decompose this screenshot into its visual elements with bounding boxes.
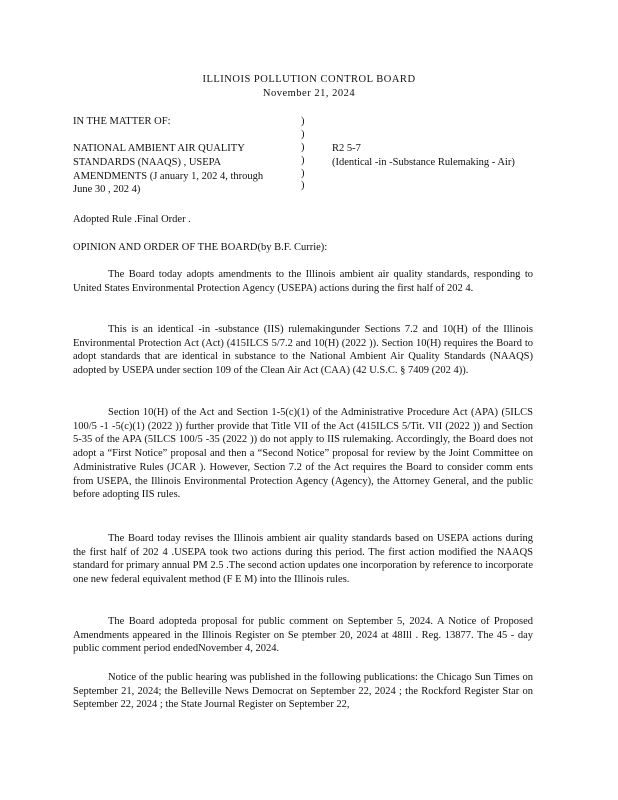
caption-paren: ) bbox=[301, 154, 305, 166]
paragraph-6: Notice of the public hearing was published in the following publications: the Chicago Sun Times on September 21, 2024; the Belleville News Democrat on September 22, 2024 ; the Rockford Register Star on September 22, 2024 ; the State Journal Register on September 22, bbox=[73, 672, 533, 711]
caption-line-3: AMENDMENTS (J anuary 1, 202 4, through bbox=[73, 171, 264, 182]
caption-parentheses bbox=[301, 115, 305, 192]
document-date: November 21, 2024 bbox=[262, 88, 356, 99]
caption-line-1: NATIONAL AMBIENT AIR QUALITY bbox=[73, 143, 245, 154]
adopted-rule-line: Adopted Rule .Final Order . bbox=[73, 214, 191, 225]
caption-paren: ) bbox=[301, 116, 305, 127]
caption-paren: ) bbox=[301, 180, 305, 192]
paragraph-1: The Board today adopts amendments to the Illinois ambient air quality standards, responding to United States Environmental Protection Agency (USEPA) actions during the first half of 202 4. bbox=[73, 269, 533, 294]
paragraph-4: The Board today revises the Illinois ambient air quality standards based on USEPA actions during the first half of 202 4 .USEPA took two actions during this period. The first action modified the NAAQS standard for primary annual PM 2.5 .The second action updates one incorporation by reference to incorporate one new federal equivalent method (F E M) into the Illinois rules. bbox=[73, 533, 533, 586]
paragraph-3: Section 10(H) of the Act and Section 1-5(c)(1) of the Administrative Procedure Act (APA) (5ILCS 100/5 -1 -5(c)(1) (2022 )) further provide that Title VII of the Act (415ILCS 5/Tit. VII (2022 )) and Section 5-35 of the APA (5ILCS 100/5 -35 (2022 )) do not apply to IIS rulemaking. Accordingly, the Board does not adopt a “First Notice” proposal and then a “Second Notice” proposal for review by the Joint Committee on Administrative Rules (JCAR ). However, Section 7.2 of the Act requires the Board to consider comm ents from USEPA, the Illinois Environmental Protection Agency (Agency), the Attorney General, and the public before adopting IIS rules. bbox=[73, 407, 533, 501]
caption-paren: ) bbox=[301, 167, 305, 179]
caption-paren: ) bbox=[301, 141, 305, 153]
paragraph-2: This is an identical -in -substance (IIS) rulemakingunder Sections 7.2 and 10(H) of the Illinois Environmental Protection Act (Act) (415ILCS 5/7.2 and 10(H) (2022 )). Section 10(H) requires the Board to adopt standards that are identical in substance to the National Ambient Air Quality Standards (NAAQS) adopted by USEPA under section 109 of the Clean Air Act (CAA) (42 U.S.C. § 7409 (202 4)). bbox=[73, 324, 533, 377]
board-name: ILLINOIS POLLUTION CONTROL BOARD bbox=[202, 74, 416, 85]
caption-line-2: STANDARDS (NAAQS) , USEPA bbox=[73, 157, 222, 168]
paragraph-5: The Board adopteda proposal for public comment on September 5, 2024. A Notice of Proposed Amendments appeared in the Illinois Register on Se ptember 20, 2024 at 48Ill . Reg. 13877. The 45 - day public comment period endedNovember 4, 2024. bbox=[73, 616, 533, 655]
in-the-matter: IN THE MATTER OF: bbox=[73, 116, 171, 127]
caption-paren: ) bbox=[301, 128, 305, 140]
caption-line-4: June 30 , 202 4) bbox=[73, 184, 141, 195]
docket-number: R2 5-7 bbox=[332, 143, 361, 154]
opinion-heading: OPINION AND ORDER OF THE BOARD(by B.F. Currie): bbox=[73, 242, 328, 253]
docket-description: (Identical -in -Substance Rulemaking - Air) bbox=[332, 157, 515, 168]
